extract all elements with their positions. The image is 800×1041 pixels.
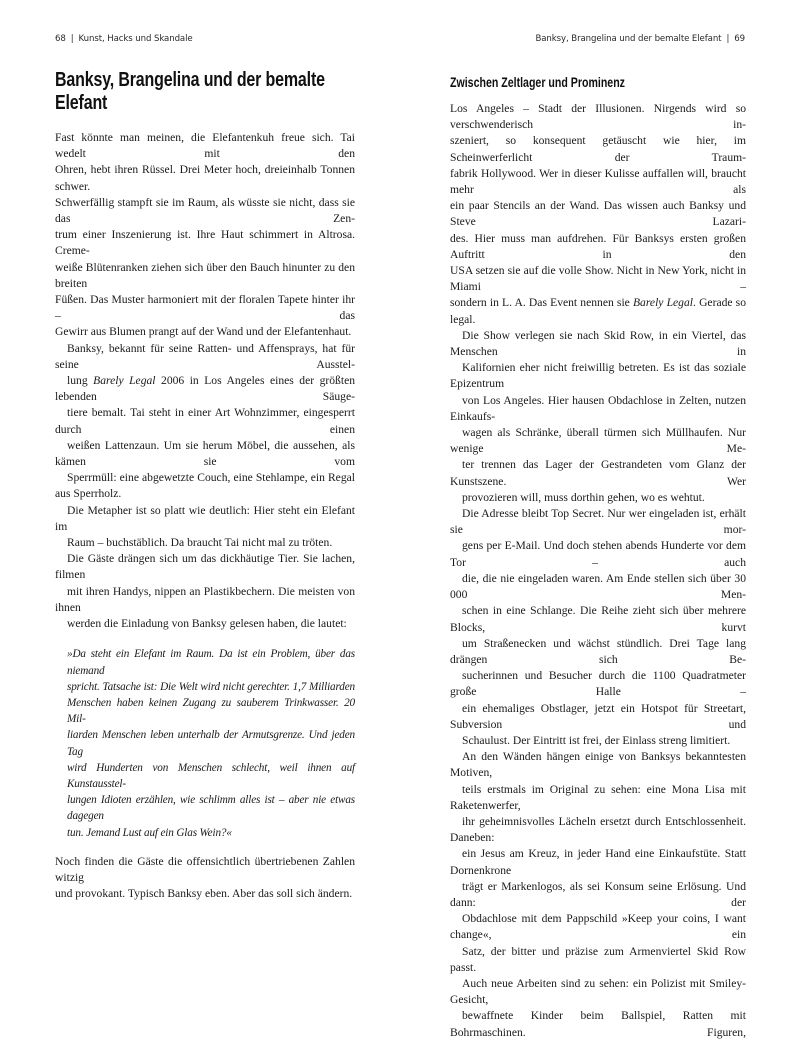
section-title: Zwischen Zeltlager und Prominenz [450, 75, 625, 90]
left-page [0, 0, 400, 901]
text-line: Auch neue Arbeiten sind zu sehen: ein Polizist mit Smiley-Gesicht, [450, 976, 746, 1007]
text-line [450, 295, 746, 327]
text-line: und provokant. Typisch Banksy eben. Aber das soll sich ändern. [55, 887, 353, 901]
text-line: Obdachlose mit dem Pappschild »Keep your coins, I want change«, ein [450, 912, 746, 942]
paragraph [55, 854, 355, 903]
text-line: weißen Lattenzaun. Um sie herum Möbel, die aussehen, als kämen sie vom [55, 438, 355, 469]
text-line: fabrik Hollywood. Wer in dieser Kulisse auffallen will, braucht mehr als [450, 166, 746, 197]
text-line: werden die Einladung von Banksy gelesen haben, die lautet: [67, 617, 347, 631]
text-fragment: lung [67, 374, 94, 388]
text-line: Fast könnte man meinen, die Elefantenkuh freue sich. Tai wedelt mit den [55, 131, 355, 161]
text-line: Noch finden die Gäste die offensichtlich übertriebenen Zahlen witzig [55, 854, 355, 884]
text-line: mit ihren Handys, nippen an Plastikbechern. Die meisten von ihnen [55, 584, 355, 614]
text-line: die, die nie eingeladen waren. Am Ende stellen sich über 30 000 Men- [450, 571, 746, 602]
text-line: ihr geheimnisvolles Lächeln ersetzt durch Entschlossenheit. Daneben: [450, 814, 746, 845]
text-line: trägt er Markenlogos, als sei Konsum seine Erlösung. Und dann: der [450, 879, 746, 909]
text-line: An den Wänden hängen einige von Banksys bekanntesten Motiven, [450, 750, 746, 780]
quote-line: tun. Jemand Lust auf ein Glas Wein?« [67, 826, 232, 839]
text-line: Füßen. Das Muster harmoniert mit der floralen Tapete hinter ihr – das [55, 293, 355, 323]
text-fragment: sondern in L. A. Das Event nennen sie [450, 296, 633, 310]
running-head-title: Kunst, Hacks und Skandale [78, 34, 193, 44]
text-line: Gewirr aus Blumen prangt auf der Wand und der Elefantenhaut. [55, 325, 352, 339]
page-number: 68 [55, 34, 66, 44]
text-line: USA setzen sie auf die volle Show. Nicht in New York, nicht in Miami – [450, 264, 746, 294]
text-line: provozieren will, muss dorthin gehen, wo es wehtut. [462, 490, 705, 504]
running-head-separator: | [726, 34, 730, 44]
text-line: ein ehemaliges Obstlager, jetzt ein Hotspot für Streetart, Subversion und [450, 701, 746, 731]
text-line: ter trennen das Lager der Gestrandeten vom Glanz der Kunstszene. Wer [450, 458, 746, 488]
running-head-title: Banksy, Brangelina und der bemalte Elefant [535, 34, 722, 44]
quote-line: »Da steht ein Elefant im Raum. Da ist ein Problem, über das niemand [67, 648, 355, 677]
left-body-text [55, 130, 355, 902]
text-fragment: . Gerade so legal. [450, 296, 746, 326]
text-line: von Los Angeles. Hier hausen Obdachlose in Zelten, nutzen Einkaufs- [450, 393, 746, 423]
text-line: ein paar Stencils an der Wand. Das wissen auch Banksy und Steve Lazari- [450, 199, 746, 229]
text-line: Kalifornien eher nicht freiwillig betreten. Es ist das soziale Epizentrum [450, 361, 746, 391]
text-line: Banksy, bekannt für seine Ratten- und Affensprays, hat für seine Ausstel- [55, 341, 355, 371]
text-line: wagen als Schränke, überall türmen sich Müllhaufen. Nur wenige Me- [450, 426, 746, 456]
paragraph [55, 341, 355, 503]
paragraph [55, 130, 355, 341]
quote-line: liarden Menschen leben unterhalb der Armutsgrenze. Und jeden Tag [67, 729, 355, 758]
text-line: trum einer Inszenierung ist. Ihre Haut schimmert in Altrosa. Creme- [55, 228, 355, 258]
quote-line: Menschen haben keinen Zugang zu sauberem Trinkwasser. 20 Mil- [67, 696, 355, 726]
text-line: Die Metapher ist so platt wie deutlich: Hier steht ein Elefant im [55, 503, 355, 533]
text-line: um Straßenecken und wächst stündlich. Drei Tage lang drängen sich Be- [450, 636, 746, 666]
text-fragment: 2006 in Los Angeles eines der größten lebenden Säuge- [55, 374, 356, 404]
chapter-title: Banksy, Brangelina und der bemalte Elefant [55, 68, 325, 114]
text-line: des. Hier muss man aufdrehen. Für Banksys ersten großen Auftritt in den [450, 231, 746, 261]
text-line: Satz, der bitter und präzise zum Armenviertel Skid Row passt. [450, 944, 746, 974]
text-line: ein Jesus am Kreuz, in jeder Hand eine Einkaufstüte. Statt Dornenkrone [450, 847, 746, 877]
paragraph [450, 976, 746, 1041]
text-line: tiere bemalt. Tai steht in einer Art Wohnzimmer, eingesperrt durch einen [55, 406, 355, 436]
text-line: sucherinnen und Besucher durch die 1100 Quadratmeter große Halle – [450, 669, 746, 699]
exhibition-title: Barely Legal [632, 296, 694, 310]
text-line: weiße Blütenranken ziehen sich über den Bauch hinunter zu den breiten [55, 260, 355, 290]
paragraph [55, 503, 355, 552]
text-line: Sperrmüll: eine abgewetzte Couch, eine Stehlampe, ein Regal aus Sperrholz. [55, 471, 355, 501]
page-number: 69 [734, 34, 745, 44]
text-line: Schwerfällig stampft sie im Raum, als wüsste sie nicht, dass sie das Zen- [55, 195, 355, 226]
quote-line: lungen Idioten erzählen, wie schlimm alles ist – aber nie etwas dagegen [67, 794, 355, 823]
paragraph [450, 101, 746, 328]
text-line: schen in eine Schlange. Die Reihe zieht sich über mehrere Blocks, kurvt [450, 604, 746, 634]
text-line: Raum – buchstäblich. Da braucht Tai nicht mal zu tröten. [67, 536, 333, 550]
paragraph [450, 328, 746, 506]
right-body-text [450, 101, 746, 1041]
text-line: Die Gäste drängen sich um das dickhäutige Tier. Sie lachen, filmen [55, 552, 355, 582]
paragraph [450, 749, 746, 976]
text-line: teils erstmals im Original zu sehen: eine Mona Lisa mit Raketenwerfer, [450, 782, 746, 812]
right-running-head [535, 34, 745, 44]
text-line: szeniert, so konsequent getäuscht wie hier, im Scheinwerferlicht der Traum- [450, 134, 746, 164]
paragraph [450, 506, 746, 749]
left-running-head [55, 34, 193, 44]
text-line: Schaulust. Der Eintritt ist frei, der Einlass streng limitiert. [462, 733, 731, 747]
text-line [55, 373, 355, 405]
exhibition-title: Barely Legal [93, 374, 156, 388]
quote-line: wird Hunderten von Menschen schlecht, weil ihnen auf Kunstausstel- [67, 761, 355, 790]
text-line: Los Angeles – Stadt der Illusionen. Nirgends wird so verschwenderisch in- [450, 102, 746, 132]
text-line: Ohren, hebt ihren Rüssel. Drei Meter hoch, dreieinhalb Tonnen schwer. [55, 163, 355, 193]
paragraph [55, 551, 355, 632]
quote-line: spricht. Tatsache ist: Die Welt wird nicht gerechter. 1,7 Milliarden [67, 680, 355, 693]
block-quote [67, 646, 355, 840]
text-line: Die Adresse bleibt Top Secret. Nur wer eingeladen ist, erhält sie mor- [450, 507, 746, 537]
text-line: Die Show verlegen sie nach Skid Row, in ein Viertel, das Menschen in [450, 328, 746, 359]
text-line: gens per E-Mail. Und doch stehen abends Hunderte vor dem Tor – auch [450, 539, 746, 569]
running-head-separator: | [70, 34, 74, 44]
text-line: bewaffnete Kinder beim Ballspiel, Ratten mit Bohrmaschinen. Figuren, [450, 1009, 746, 1039]
